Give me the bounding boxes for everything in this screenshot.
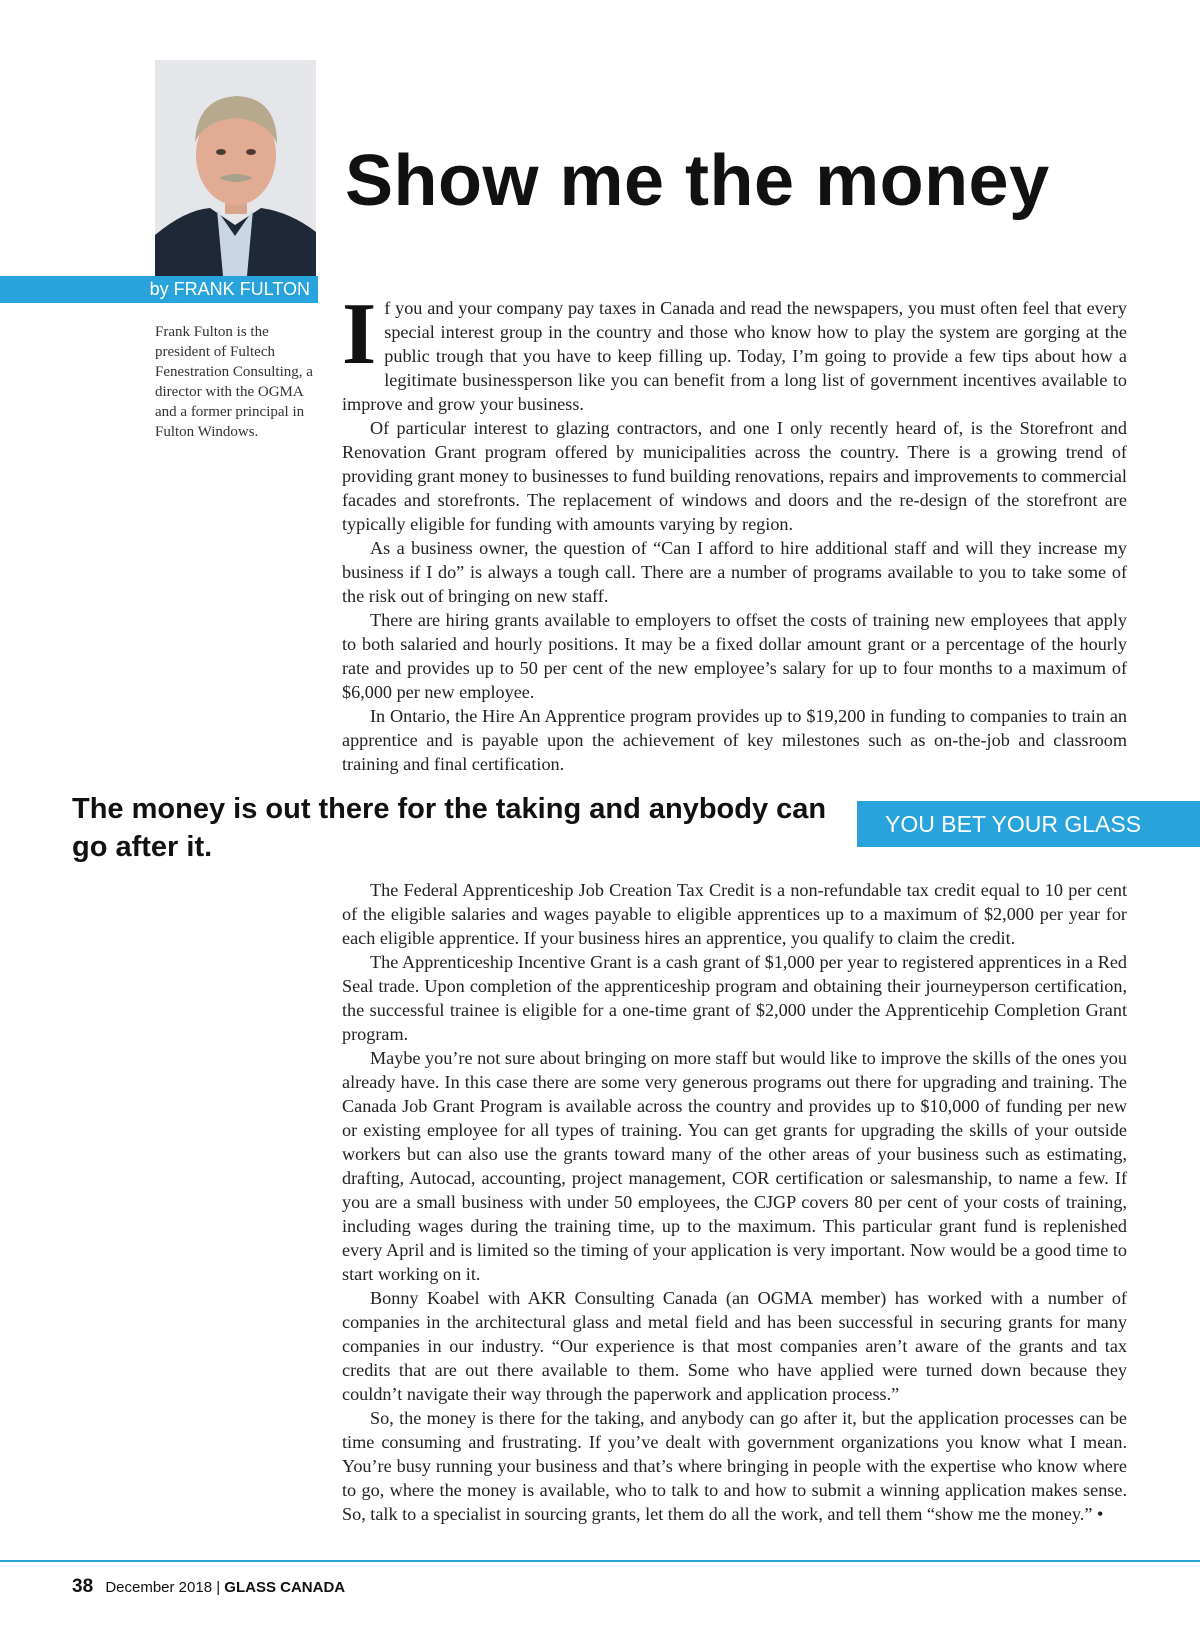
paragraph: There are hiring grants available to employers to offset the costs of training new employees that apply to both salaried and hourly positions. It may be a fixed dollar amount grant or a percentage of the hourly rate and provides up to 50 per cent of the new employee’s salary for up to four months to a maximum of $6,000 per new employee.	[342, 610, 1127, 702]
magazine-name: GLASS CANADA	[224, 1579, 346, 1596]
paragraph: Bonny Koabel with AKR Consulting Canada (an OGMA member) has worked with a number of companies in the architectural glass and metal field and has been successful in securing grants for many companies in our industry. “Our experience is that most companies aren’t aware of the grants and tax credits that are out there available to them. Some who have applied were turned down because they couldn’t navigate their way through the paperwork and application process.”	[342, 1288, 1127, 1404]
paragraph: So, the money is there for the taking, and anybody can go after it, but the application processes can be time consuming and frustrating. If you’ve dealt with government organizations you know what I mean. You’re busy running your business and that’s where bringing in people with the expertise who know where to go, where the money is available, who to talk to and how to submit a winning application makes sense. So, talk to a specialist in sourcing grants, let them do all the work, and tell them “show me the money.” •	[342, 1408, 1127, 1524]
author-photo	[155, 60, 316, 276]
paragraph: As a business owner, the question of “Can I afford to hire additional staff and will they increase my business if I do” is always a tough call. There are a number of programs available to you to take some of the risk out of bringing on new staff.	[342, 538, 1127, 606]
article-body-top	[342, 286, 1127, 776]
paragraph: Of particular interest to glazing contractors, and one I only recently heard of, is the Storefront and Renovation Grant program offered by municipalities across the country. There is a growing trend of providing grant money to businesses to fund building renovations, repairs and improvements to commercial facades and storefronts. The replacement of windows and doors and the re-design of the storefront are typically eligible for funding with amounts varying by region.	[342, 418, 1127, 534]
author-portrait-illustration	[155, 60, 316, 276]
issue-date: December 2018 |	[105, 1579, 221, 1596]
byline: by FRANK FULTON	[149, 279, 310, 299]
paragraph: The Federal Apprenticeship Job Creation Tax Credit is a non-refundable tax credit equal to 10 per cent of the eligible salaries and wages payable to eligible apprentices up to a maximum of $2,000 per year for each eligible apprentice. If your business hires an apprentice, you qualify to claim the credit.	[342, 880, 1127, 948]
article-body-bottom	[342, 878, 1127, 1526]
first-paragraph	[342, 286, 1127, 416]
page-number: 38	[72, 1576, 94, 1597]
column-name-banner: YOU BET YOUR GLASS	[857, 801, 1200, 847]
footer-rule	[0, 1560, 1200, 1562]
paragraph: Maybe you’re not sure about bringing on more staff but would like to improve the skills of the ones you already have. In this case there are some very generous programs out there for upgrading and training. The Canada Job Grant Program is available across the country and provides up to $10,000 of funding per new or existing employee for all types of training. You can get grants for upgrading the skills of your outside workers but can also use the grants toward many of the other areas of your business such as estimating, drafting, Autocad, accounting, project management, COR certification or salesmanship, to name a few. If you are a small business with under 50 employees, the CJGP covers 80 per cent of your costs of training, including wages during the training time, up to the maximum. This particular grant fund is replenished every April and is limited so the timing of your application is very important. Now would be a good time to start working on it.	[342, 1048, 1127, 1284]
first-paragraph-text: f you and your company pay taxes in Canada and read the newspapers, you must often feel that every special interest group in the country and those who know how to play the system are gorging at the public trough that you have to keep filling up. Today, I’m going to provide a few tips about how a legitimate businessperson like you can benefit from a long list of government incentives available to improve and grow your business.	[342, 298, 1127, 414]
byline-bar	[0, 276, 318, 303]
headline: Show me the money	[345, 141, 1050, 221]
page-footer	[72, 1576, 345, 1598]
paragraph: The Apprenticeship Incentive Grant is a cash grant of $1,000 per year to registered apprentices in a Red Seal trade. Upon completion of the apprenticeship program and obtaining their journeyperson certification, the successful trainee is eligible for a one-time grant of $2,000 under the Apprenticehip Completion Grant program.	[342, 952, 1127, 1044]
pull-quote: The money is out there for the taking and anybody can go after it.	[72, 793, 827, 863]
drop-cap: I	[342, 286, 377, 383]
author-bio: Frank Fulton is the president of Fultech Fenestration Consulting, a director with the OGMA and a former principal in Fulton Windows.	[155, 324, 313, 440]
paragraph: In Ontario, the Hire An Apprentice program provides up to $19,200 in funding to companies to train an apprentice and is payable upon the achievement of key milestones such as on-the-job and classroom training and final certification.	[342, 706, 1127, 774]
